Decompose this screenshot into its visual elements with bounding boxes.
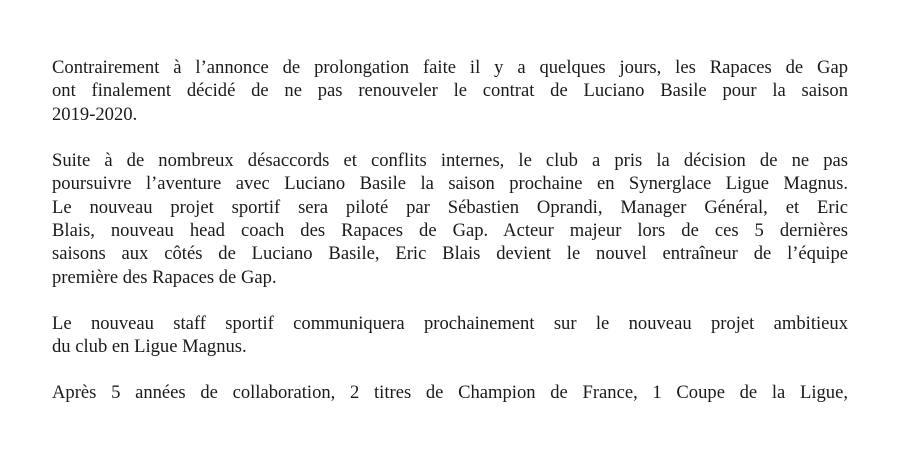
- text-line: poursuivre l’aventure avec Luciano Basile la saison prochaine en Synerglace Ligue Magnus.: [52, 173, 848, 195]
- text-line: Suite à de nombreux désaccords et conflits internes, le club a pris la décision de ne pas: [52, 149, 848, 171]
- paragraph-2: [52, 149, 848, 289]
- text-line: première des Rapaces de Gap.: [52, 266, 277, 288]
- text-line: Contrairement à l’annonce de prolongation faite il y a quelques jours, les Rapaces de Gap: [52, 57, 848, 78]
- paragraph-1: [52, 56, 848, 126]
- text-line: Le nouveau projet sportif sera piloté par Sébastien Oprandi, Manager Général, et Eric: [52, 196, 848, 218]
- paragraph-3: [52, 312, 848, 359]
- article-body: [52, 56, 848, 427]
- text-line: du club en Ligue Magnus.: [52, 336, 247, 358]
- text-line: saisons aux côtés de Luciano Basile, Eric Blais devient le nouvel entraîneur de l’équipe: [52, 243, 848, 265]
- text-line: ont finalement décidé de ne pas renouveler le contrat de Luciano Basile pour la saison: [52, 80, 848, 102]
- text-line: 2019-2020.: [52, 103, 138, 125]
- paragraph-4: [52, 381, 848, 404]
- text-line: Blais, nouveau head coach des Rapaces de Gap. Acteur majeur lors de ces 5 dernières: [52, 219, 848, 241]
- text-line: Après 5 années de collaboration, 2 titres de Champion de France, 1 Coupe de la Ligue,: [52, 381, 848, 403]
- text-line: Le nouveau staff sportif communiquera prochainement sur le nouveau projet ambitieux: [52, 312, 848, 334]
